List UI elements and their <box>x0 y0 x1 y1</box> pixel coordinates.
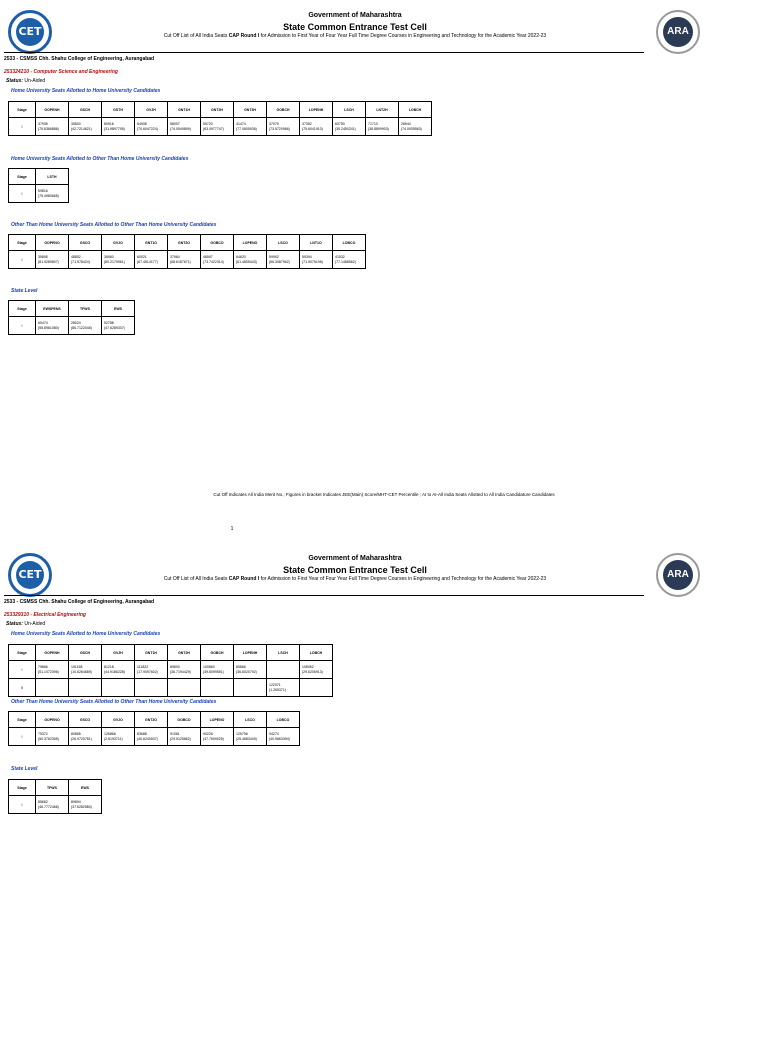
cet-logo <box>8 553 52 597</box>
page-number: 1 <box>230 526 234 532</box>
category-header: GOPENO <box>36 712 69 728</box>
category-header: LOBCH <box>399 102 432 118</box>
cutoff-cell: 81218 (44.9186228) <box>102 661 135 679</box>
category-header: GOPENH <box>36 645 69 661</box>
government-title: Government of Maharashtra <box>308 555 402 562</box>
status-line <box>6 78 45 84</box>
category-header: EWS <box>69 780 102 796</box>
category-header: LOPENH <box>300 102 333 118</box>
cutoff-cell: 35800 (42.7214621) <box>69 118 102 136</box>
category-header: LSCO <box>234 712 267 728</box>
status-label: Status: <box>6 621 23 627</box>
table-header-row <box>9 645 333 661</box>
category-header: LOPENO <box>234 235 267 251</box>
table-header-row <box>9 780 102 796</box>
cutoff-cell: 64620 (61.4805443) <box>234 251 267 269</box>
cutoff-cell: 28024 (86.7122046) <box>69 317 102 335</box>
cutoff-cell: 71710 (38.8899903) <box>366 118 399 136</box>
category-header: GNT2H <box>201 102 234 118</box>
category-header: GNT1O <box>135 235 168 251</box>
section-title: Home University Seats Allotted to Home University Candidates <box>11 631 161 637</box>
cutoff-cell: 59816 (75.4980665) <box>36 185 69 203</box>
stage-cell: I <box>9 317 36 335</box>
category-header: GVJH <box>135 102 168 118</box>
category-header: GVJH <box>102 645 135 661</box>
category-header: GOBCH <box>267 102 300 118</box>
cutoff-table <box>8 711 300 746</box>
cutoff-cell <box>135 679 168 697</box>
cutoff-cell <box>102 679 135 697</box>
category-header: GOBCO <box>168 712 201 728</box>
table-row <box>9 661 333 679</box>
cutoff-cell: 80865 (26.0720781) <box>69 728 102 746</box>
table-row <box>9 679 333 697</box>
cutoff-cell: 126866 (2.6193711) <box>102 728 135 746</box>
category-header: TFWS <box>69 301 102 317</box>
cutoff-cell: 85662 (46.7772466) <box>36 796 69 814</box>
cutoff-cell: 80916 (31.9897795) <box>102 118 135 136</box>
stage-header: Stage <box>9 301 36 317</box>
table-header-row <box>9 102 432 118</box>
category-header: GNT1H <box>168 102 201 118</box>
category-header: TFWS <box>36 780 69 796</box>
category-header: LSCH <box>333 102 366 118</box>
header-divider <box>4 52 644 53</box>
ara-logo-text: ARA <box>663 17 693 47</box>
cell-title: State Common Entrance Test Cell <box>283 22 427 32</box>
table-row <box>9 796 102 814</box>
cutoff-cell: 60474 (55.8961080) <box>36 317 69 335</box>
cutoff-cell: 52788 (47.6289337) <box>102 317 135 335</box>
cutoff-cell: 100860 (39.8099551) <box>201 661 234 679</box>
category-header: GSCO <box>69 712 102 728</box>
cet-logo-text: CET <box>16 18 44 46</box>
cutoff-cell: 85866 (36.6020792) <box>234 661 267 679</box>
cutoff-cell: 35895 (81.9289807) <box>36 251 69 269</box>
cutoff-cell: 58007 (74.0549899) <box>168 118 201 136</box>
category-header: LSCH <box>267 645 300 661</box>
course-name: 253324210 - Computer Science and Engineering <box>4 69 118 75</box>
cet-logo-text: CET <box>16 561 44 589</box>
cutoff-cell <box>300 679 333 697</box>
category-header: GVJO <box>102 235 135 251</box>
cet-logo <box>8 10 52 54</box>
cutoff-cell: 37079 (73.5720966) <box>267 118 300 136</box>
stage-cell: I <box>9 728 36 746</box>
cutoff-cell: 89800 (36.7194429) <box>168 661 201 679</box>
college-name: 2533 - CSMSS Chh. Shahu College of Engineering, Aurangabad <box>4 599 155 605</box>
cutoff-cell <box>36 679 69 697</box>
course-name: 253329310 - Electrical Engineering <box>4 612 86 618</box>
stage-header: Stage <box>9 712 36 728</box>
cutoff-cell: 111822 (17.9097602) <box>135 661 168 679</box>
category-header: GSCH <box>69 645 102 661</box>
table-row <box>9 118 432 136</box>
cutoff-cell: 191158 (10.6264689) <box>69 661 102 679</box>
college-name: 2533 - CSMSS Chh. Shahu College of Engineering, Aurangabad <box>4 56 155 62</box>
table-row <box>9 251 366 269</box>
cutoff-table <box>8 101 432 136</box>
status-value: Un-Aided <box>24 78 46 84</box>
category-header: EWSPENS <box>36 301 69 317</box>
cutoff-cell: 122071 (1.265371) <box>267 679 300 697</box>
stage-header: Stage <box>9 169 36 185</box>
stage-cell: I <box>9 185 36 203</box>
cutoff-cell: 90226 (47.7609025) <box>201 728 234 746</box>
stage-cell: I <box>9 661 36 679</box>
category-header: GNT3H <box>234 102 267 118</box>
category-header: GNT1H <box>135 645 168 661</box>
category-header: LNT2H <box>366 102 399 118</box>
category-header: GNT2O <box>135 712 168 728</box>
cutoff-cell: 36960 (80.2179961) <box>102 251 135 269</box>
subtitle-suffix: for Admission to First Year of Four Year Full Time Degree Courses in Engineering and Technology for the Academic Year 2022-23 <box>259 33 547 39</box>
cutoff-cell: 83688 (40.6240537) <box>135 728 168 746</box>
cutoff-cell: 59992 (66.3087962) <box>267 251 300 269</box>
status-value: Un-Aided <box>24 621 46 627</box>
cell-title: State Common Entrance Test Cell <box>283 565 427 575</box>
category-header: EWS <box>102 301 135 317</box>
cutoff-table <box>8 234 366 269</box>
category-header: GOBCH <box>201 645 234 661</box>
section-title: State Level <box>11 288 38 294</box>
table-row <box>9 728 300 746</box>
category-header: LOBCO <box>333 235 366 251</box>
cutoff-cell: 37964 (68.6187671) <box>168 251 201 269</box>
category-header: GSTH <box>102 102 135 118</box>
cutoff-cell: 79372 (50.3762395) <box>36 728 69 746</box>
category-header: GOPENO <box>36 235 69 251</box>
section-title: Other Than Home University Seats Allotted to Other Than Home University Candidates <box>11 699 217 705</box>
table-row <box>9 317 135 335</box>
category-header: GOBCO <box>201 235 234 251</box>
table-header-row <box>9 712 300 728</box>
cutoff-cell: 108052 (29.6206913) <box>300 661 333 679</box>
stage-cell: I <box>9 251 36 269</box>
status-label: Status: <box>6 78 23 84</box>
cutoff-table <box>8 300 135 335</box>
table-header-row <box>9 235 366 251</box>
subtitle-prefix: Cut Off List of All India Seats <box>163 576 229 582</box>
status-line <box>6 621 45 627</box>
ara-logo <box>656 553 700 597</box>
category-header: GSCH <box>69 102 102 118</box>
cutoff-table <box>8 644 333 697</box>
cutoff-cell: 64908 (70.6047224) <box>135 118 168 136</box>
cutoff-cell: 60750 (35.2450241) <box>333 118 366 136</box>
section-title: Home University Seats Allotted to Home University Candidates <box>11 88 161 94</box>
category-header: LOBCH <box>300 645 333 661</box>
section-title: State Level <box>11 766 38 772</box>
cutoff-cell: 91061 (29.5125862) <box>168 728 201 746</box>
cutoff-cell: 94274 (40.9663394) <box>267 728 300 746</box>
category-header: GNT2H <box>168 645 201 661</box>
cutoff-cell <box>201 679 234 697</box>
category-header: LSCO <box>267 235 300 251</box>
cutoff-cell <box>69 679 102 697</box>
cutoff-table <box>8 168 69 203</box>
table-header-row <box>9 169 69 185</box>
category-header: LNT1O <box>300 235 333 251</box>
stage-cell: I <box>9 796 36 814</box>
stage-cell: I <box>9 118 36 136</box>
list-subtitle <box>60 33 650 39</box>
government-title: Government of Maharashtra <box>308 12 402 19</box>
category-header: LSTH <box>36 169 69 185</box>
list-subtitle <box>60 576 650 582</box>
footer-note: Cut Off Indicates All India Merit No.; Figures in bracket Indicates JEE(Main) Score/MHT-CET Percentile ; AI to AI-All India Seats Allotted to All India Candidature Candidates <box>213 492 555 497</box>
cutoff-cell: 48852 (71.578424) <box>69 251 102 269</box>
stage-header: Stage <box>9 235 36 251</box>
cutoff-cell: 37935 (75.8366886) <box>36 118 69 136</box>
section-title: Other Than Home University Seats Allotted to Other Than Home University Candidates <box>11 222 217 228</box>
subtitle-round: CAP Round I <box>228 576 260 582</box>
page-2 <box>0 543 768 1055</box>
ara-logo <box>656 10 700 54</box>
section-title: Home University Seats Allotted to Other Than Home University Candidates <box>11 156 189 162</box>
header-divider <box>4 595 644 596</box>
cutoff-cell: 41474 (77.0805936) <box>234 118 267 136</box>
category-header: GNT2O <box>168 235 201 251</box>
cutoff-cell <box>267 661 300 679</box>
table-row <box>9 185 69 203</box>
cutoff-cell: 59394 (71.9075196) <box>300 251 333 269</box>
ara-logo-text: ARA <box>663 560 693 590</box>
stage-header: Stage <box>9 645 36 661</box>
stage-header: Stage <box>9 780 36 796</box>
cutoff-cell: 60021 (67.4514177) <box>135 251 168 269</box>
cutoff-cell <box>234 679 267 697</box>
cutoff-cell: 37352 (75.6041910) <box>300 118 333 136</box>
category-header: LOPENO <box>201 712 234 728</box>
subtitle-suffix: for Admission to First Year of Four Year Full Time Degree Courses in Engineering and Technology for the Academic Year 2022-23 <box>259 576 547 582</box>
category-header: GSCO <box>69 235 102 251</box>
cutoff-cell: 79866 (51.1072396) <box>36 661 69 679</box>
cutoff-table <box>8 779 102 814</box>
category-header: GOPENH <box>36 102 69 118</box>
cutoff-cell: 28944 (74.0935563) <box>399 118 432 136</box>
cutoff-cell: 46597 (73.7422314) <box>201 251 234 269</box>
cutoff-cell: 125796 (25.4683449) <box>234 728 267 746</box>
category-header: LOPENH <box>234 645 267 661</box>
table-header-row <box>9 301 135 317</box>
cutoff-cell <box>168 679 201 697</box>
subtitle-prefix: Cut Off List of All India Seats <box>163 33 229 39</box>
stage-cell: II <box>9 679 36 697</box>
cutoff-cell: 59720 (63.0977747) <box>201 118 234 136</box>
category-header: LOBCO <box>267 712 300 728</box>
subtitle-round: CAP Round I <box>228 33 260 39</box>
stage-header: Stage <box>9 102 36 118</box>
category-header: GVJO <box>102 712 135 728</box>
cutoff-cell: 89894 (37.5282580) <box>69 796 102 814</box>
cutoff-cell: 41532 (77.1488562) <box>333 251 366 269</box>
